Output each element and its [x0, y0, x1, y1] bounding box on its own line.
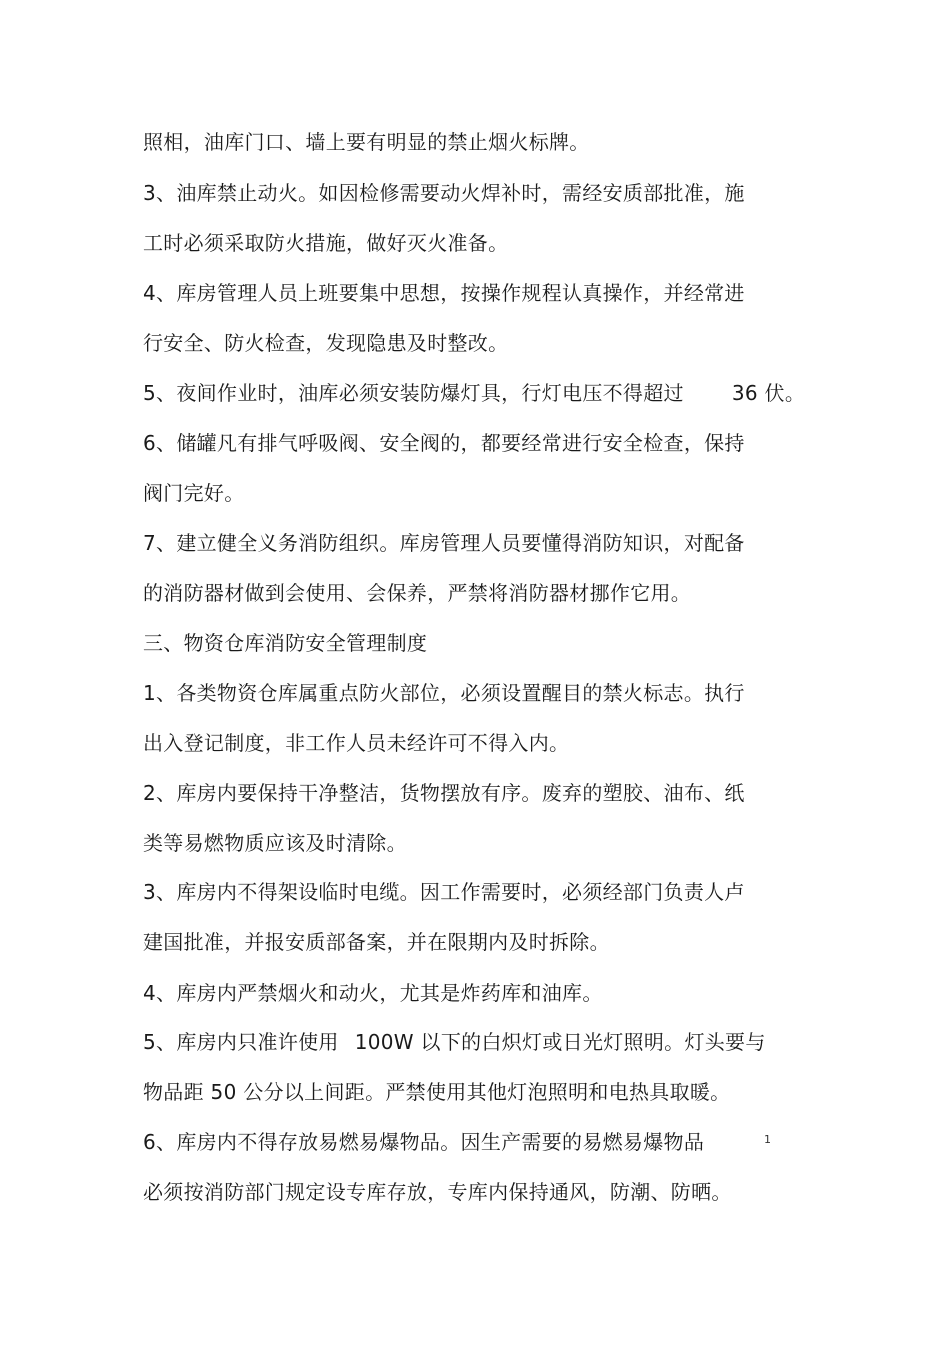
- text-line: 必须按消防部门规定设专库存放，专库内保持通风，防潮、防晒。: [143, 1180, 732, 1204]
- text-line: 4、库房管理人员上班要集中思想，按操作规程认真操作，并经常进: [143, 281, 745, 305]
- text-segment: 36 伏。: [731, 381, 806, 405]
- text-line: 工时必须采取防火措施，做好灭火准备。: [143, 231, 509, 255]
- text-line: 阀门完好。: [143, 481, 245, 505]
- text-line: 出入登记制度，非工作人员未经许可不得入内。: [143, 731, 570, 755]
- text-line: 6、储罐凡有排气呼吸阀、安全阀的，都要经常进行安全检查，保持: [143, 431, 745, 455]
- text-line: 照相，油库门口、墙上要有明显的禁止烟火标牌。: [143, 130, 590, 154]
- text-line: 7、建立健全义务消防组织。库房管理人员要懂得消防知识，对配备: [143, 531, 745, 555]
- text-segment: 100W 以下的白炽灯或日光灯照明。灯头要与: [354, 1030, 766, 1054]
- page-number: 1: [764, 1133, 771, 1146]
- text-line: 物品距 50 公分以上间距。严禁使用其他灯泡照明和电热具取暖。: [143, 1080, 731, 1104]
- text-line: 2、库房内要保持干净整洁，货物摆放有序。废弃的塑胶、油布、纸: [143, 781, 745, 805]
- text-segment: 5、夜间作业时，油库必须安装防爆灯具，行灯电压不得超过: [143, 381, 684, 405]
- text-segment: 5、库房内只准许使用: [143, 1030, 339, 1054]
- text-line: 6、库房内不得存放易燃易爆物品。因生产需要的易燃易爆物品: [143, 1130, 705, 1154]
- text-line-night-work: [143, 379, 805, 407]
- text-line: 的消防器材做到会使用、会保养，严禁将消防器材挪作它用。: [143, 581, 692, 605]
- text-line: 类等易燃物质应该及时清除。: [143, 831, 407, 855]
- text-line: 3、库房内不得架设临时电缆。因工作需要时，必须经部门负责人卢: [143, 880, 745, 904]
- text-line-lighting: [143, 1028, 766, 1056]
- text-line: 建国批准，并报安质部备案，并在限期内及时拆除。: [143, 930, 610, 954]
- text-line: 行安全、防火检查，发现隐患及时整改。: [143, 331, 509, 355]
- text-line: 1、各类物资仓库属重点防火部位，必须设置醒目的禁火标志。执行: [143, 681, 745, 705]
- text-line: 4、库房内严禁烟火和动火，尤其是炸药库和油库。: [143, 981, 603, 1005]
- text-line: 3、油库禁止动火。如因检修需要动火焊补时，需经安质部批准，施: [143, 181, 745, 205]
- section-heading: 三、物资仓库消防安全管理制度: [143, 631, 428, 655]
